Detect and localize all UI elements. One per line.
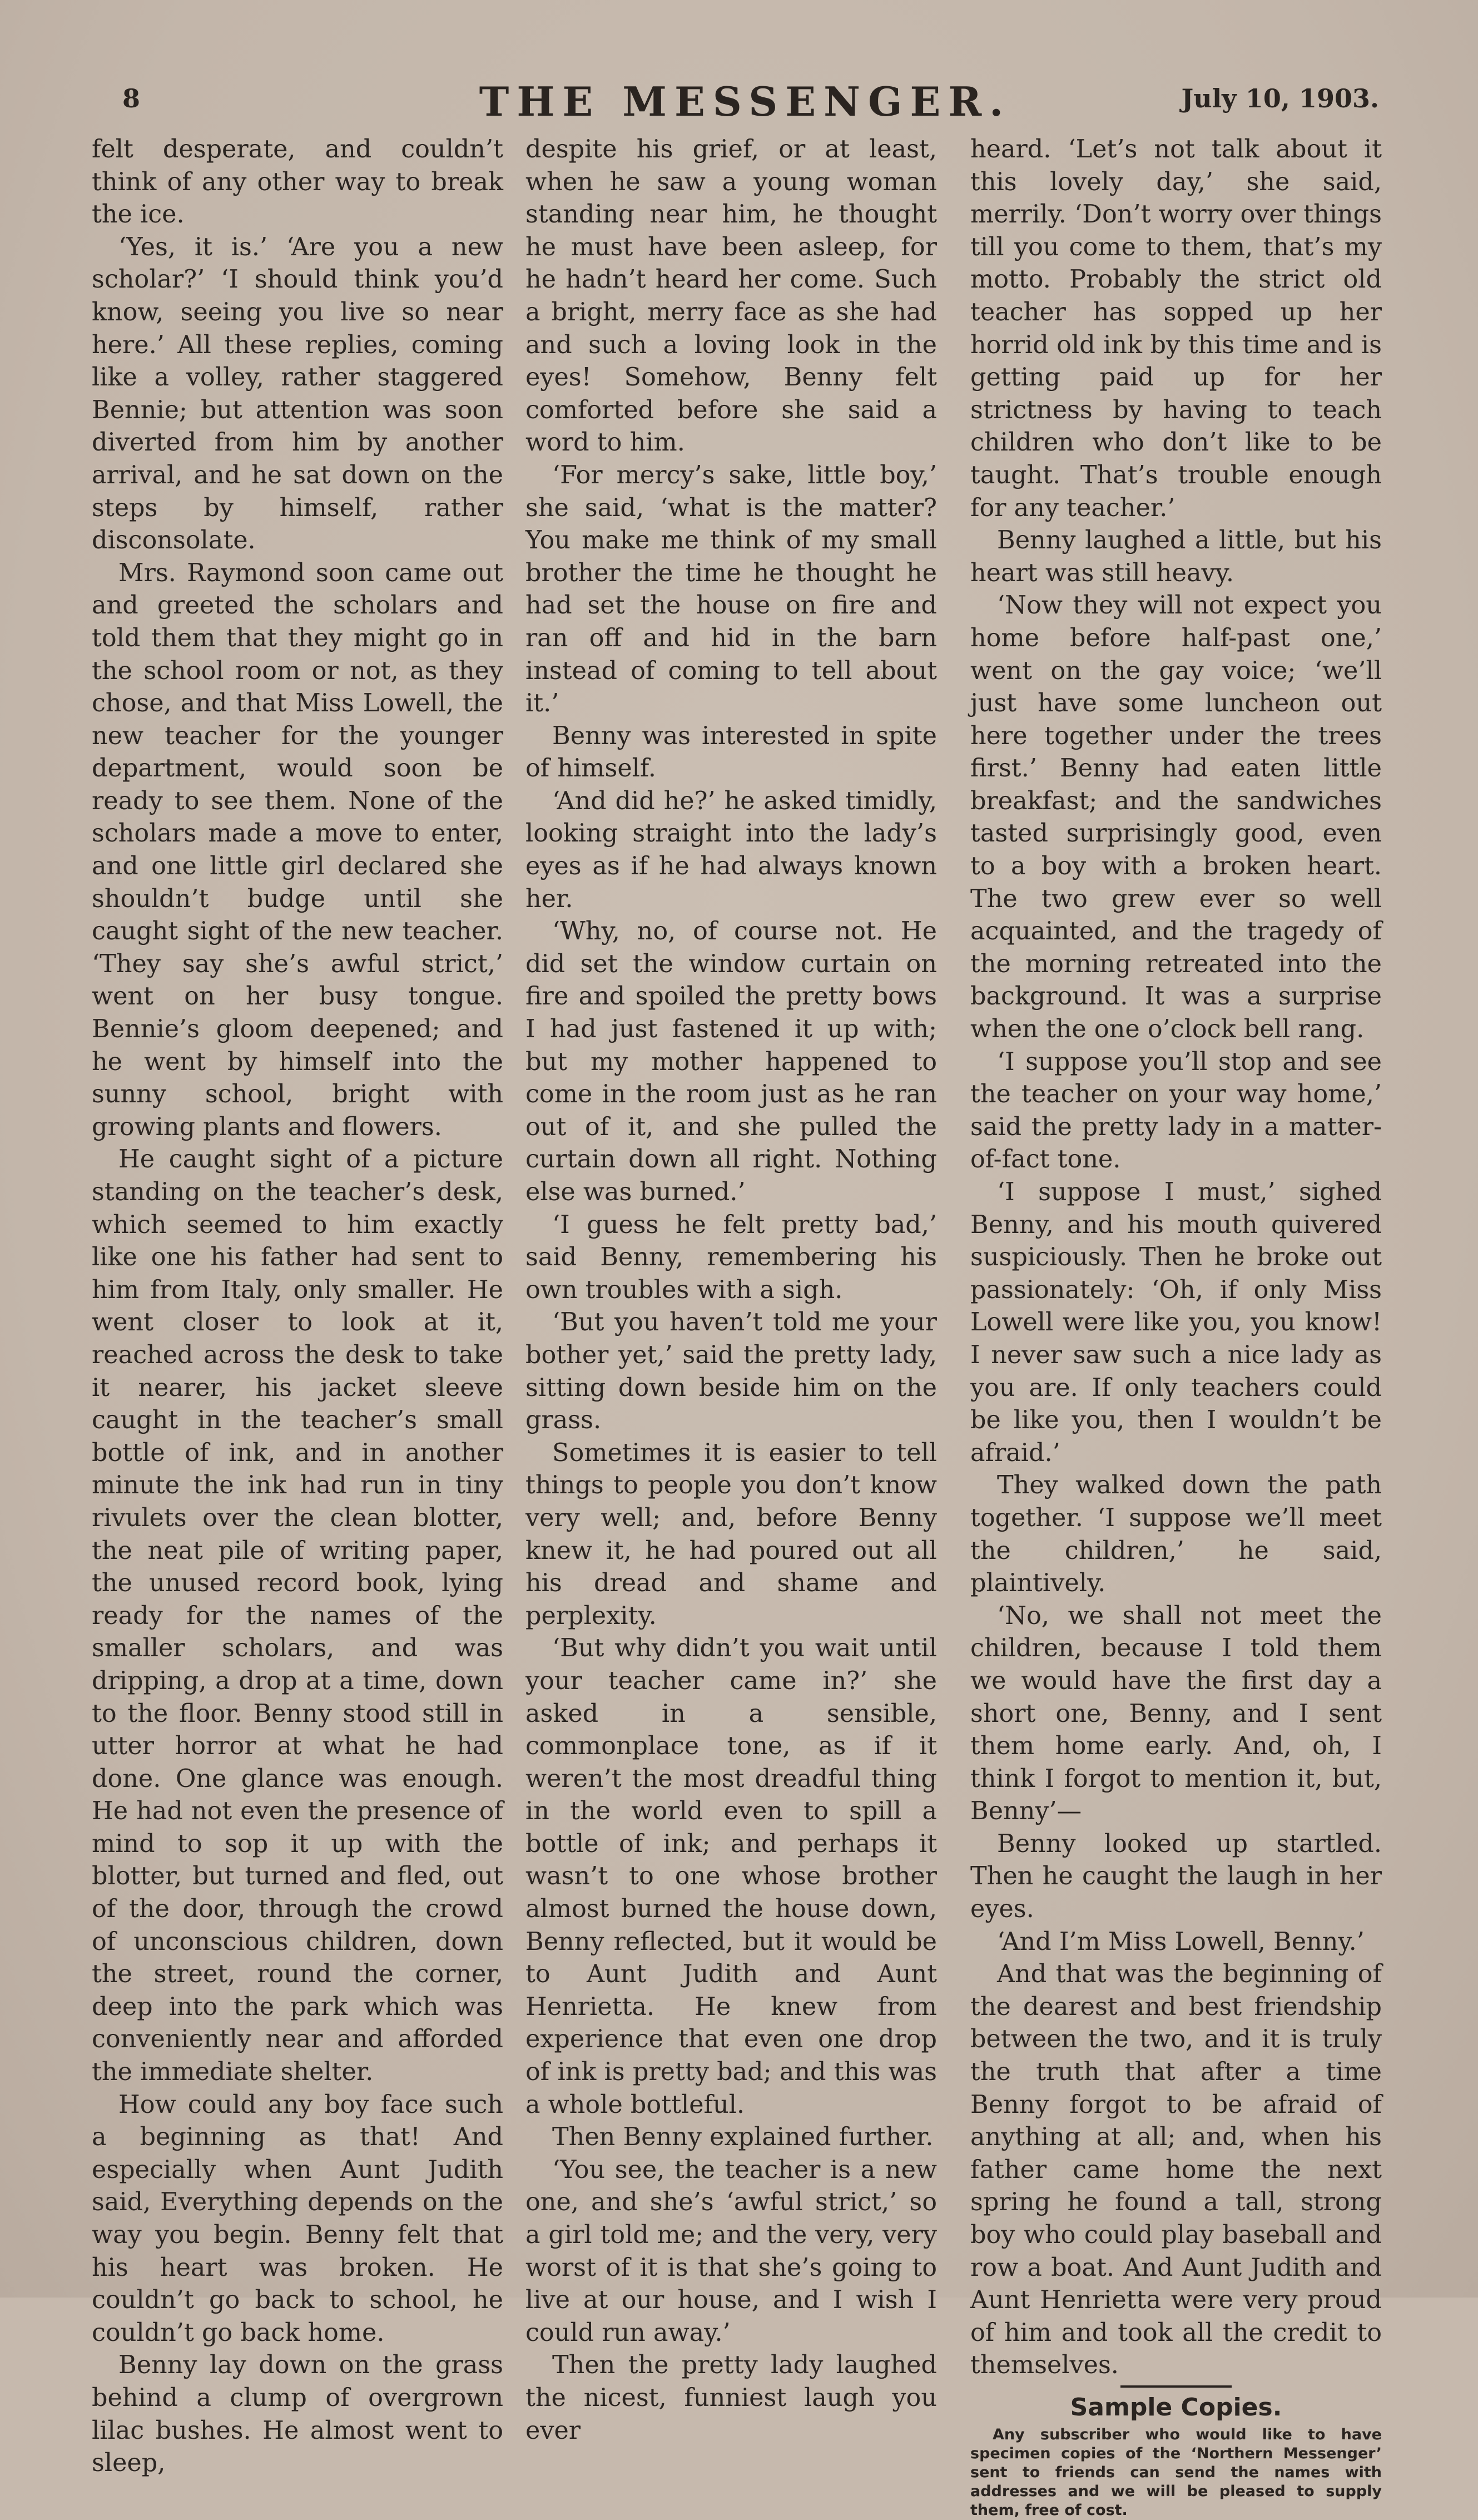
paragraph: ‘Now they will not expect you home before half-past one,’ went on the gay voice; ‘we’ll just have some luncheon out here together under the trees first.’ Benny had eaten little breakfast; and the sandwiches tasted surprisingly good, even to a boy with a broken heart. The two grew ever so well acquainted, and the tragedy of the morning retreated into the background. It was a surprise when the one o’clock bell rang.: [970, 591, 1382, 1044]
masthead-title: THE MESSENGER.: [479, 78, 1011, 125]
paragraph: Sometimes it is easier to tell things to people you don’t know very well; and, before Benny knew it, he had poured out all his dread and shame and perplexity.: [525, 1438, 937, 1630]
paragraph: ‘And I’m Miss Lowell, Benny.’: [997, 1927, 1365, 1956]
paragraph: ‘No, we shall not meet the children, because I told them we would have the first day a short one, Benny, and I sent them home early. And, oh, I think I forgot to mention it, but, Benny’—: [970, 1601, 1382, 1826]
paragraph: How could any boy face such a beginning as that! And especially when Aunt Judith said, Everything depends on the way you begin. Benny felt that his heart was broken. He couldn’t go back to school, he couldn’t go back home.: [92, 2090, 503, 2347]
paragraph: ‘You see, the teacher is a new one, and she’s ‘awful strict,’ so a girl told me; and the very, very worst of it is that she’s going to live at our house, and I wish I could run away.’: [525, 2155, 937, 2347]
paragraph: Then Benny explained further.: [552, 2123, 934, 2152]
paragraph: ‘I suppose you’ll stop and see the teacher on your way home,’ said the pretty lady in a matter-of-fact tone.: [970, 1047, 1382, 1174]
paragraph: Then the pretty lady laughed the nicest, funniest laugh you ever: [525, 2351, 937, 2445]
page-header: [111, 78, 1379, 128]
paragraph: Mrs. Raymond soon came out and greeted the scholars and told them that they might go in the school room or not, as they chose, and that Miss Lowell, the new teacher for the younger department, would soon be ready to see them. None of the scholars made a move to enter, and one little girl declared she shouldn’t budge until she caught sight of the new teacher. ‘They say she’s awful strict,’ went on her busy tongue. Bennie’s gloom deepened; and he went by himself into the sunny school, bright with growing plants and flowers.: [92, 558, 503, 1141]
paragraph: Benny was interested in spite of himself.: [525, 721, 937, 783]
paragraph: ‘For mercy’s sake, little boy,’ she said, ‘what is the matter? You make me think of my small brother the time he thought he had set the house on fire and ran off and hid in the barn instead of coming to tell about it.’: [525, 461, 937, 718]
paragraph: ‘I suppose I must,’ sighed Benny, and his mouth quivered suspiciously. Then he broke out passionately: ‘Oh, if only Miss Lowell were like you, you know! I never saw such a nice lady as you are. If only teachers could be like you, then I wouldn’t be afraid.’: [970, 1178, 1382, 1467]
paragraph: ‘Why, no, of course not. He did set the window curtain on fire and spoiled the pretty bows I had just fastened it up with; but my mother happened to come in the room just as he ran out of it, and she pulled the curtain down all right. Nothing else was burned.’: [525, 917, 937, 1206]
paragraph: ‘But you haven’t told me your bother yet,’ said the pretty lady, sitting down beside him on the grass.: [525, 1308, 937, 1435]
text-column-3: [970, 133, 1382, 2520]
paragraph: They walked down the path together. ‘I suppose we’ll meet the children,’ he said, plaintively.: [970, 1471, 1382, 1598]
notice-title: Sample Copies.: [1070, 2393, 1282, 2422]
paragraph: ‘And did he?’ he asked timidly, looking straight into the lady’s eyes as if he had always known her.: [525, 786, 937, 913]
text-column-1: [92, 133, 503, 2480]
paragraph: felt desperate, and couldn’t think of any other way to break the ice.: [92, 135, 503, 229]
paragraph: Benny looked up startled. Then he caught the laugh in her eyes.: [970, 1829, 1382, 1924]
paragraph: He caught sight of a picture standing on the teacher’s desk, which seemed to him exactly like one his father had sent to him from Italy, only smaller. He went closer to look at it, reached across the desk to take it nearer, his jacket sleeve caught in the teacher’s small bottle of ink, and in another minute the ink had run in tiny rivulets over the clean blotter, the neat pile of writing paper, the unused record book, lying ready for the names of the smaller scholars, and was dripping, a drop at a time, down to the floor. Benny stood still in utter horror at what he had done. One glance was enough. He had not even the presence of mind to sop it up with the blotter, but turned and fled, out of the door, through the crowd of unconscious children, down the street, round the corner, deep into the park which was conveniently near and afforded the immediate shelter.: [92, 1145, 503, 2087]
notice-divider: [1120, 2385, 1232, 2388]
paragraph: And that was the beginning of the dearest and best friendship between the two, and it is truly the truth that after a time Benny forgot to be afraid of anything at all; and, when his father came home the next spring he found a tall, strong boy who could play baseball and row a boat. And Aunt Judith and Aunt Henrietta were very proud of him and took all the credit to themselves.: [970, 1960, 1382, 2380]
notice-body: Any subscriber who would like to have specimen copies of the ‘Northern Messenger’ sent to friends can send the names with addresses and we will be pleased to supply them, free of cost.: [970, 2425, 1382, 2519]
paragraph: despite his grief, or at least, when he saw a young woman standing near him, he thought he must have been asleep, for he hadn’t heard her come. Such a bright, merry face as she had and such a loving look in the eyes! Somehow, Benny felt comforted before she said a word to him.: [525, 135, 937, 457]
page-number: 8: [122, 83, 141, 113]
paragraph: heard. ‘Let’s not talk about it this lovely day,’ she said, merrily. ‘Don’t worry over things till you come to them, that’s my motto. Probably the strict old teacher has sopped up her horrid old ink by this time and is getting paid up for her strictness by having to teach children who don’t like to be taught. That’s trouble enough for any teacher.’: [970, 135, 1382, 522]
issue-date: July 10, 1903.: [1181, 83, 1379, 113]
text-column-2: [525, 133, 937, 2447]
paragraph: ‘But why didn’t you wait until your teacher came in?’ she asked in a sensible, commonplace tone, as if it weren’t the most dreadful thing in the world even to spill a bottle of ink; and perhaps it wasn’t to one whose brother almost burned the house down, Benny reflected, but it would be to Aunt Judith and Aunt Henrietta. He knew from experience that even one drop of ink is pretty bad; and this was a whole bottleful.: [525, 1634, 937, 2119]
paragraph: Benny laughed a little, but his heart was still heavy.: [970, 526, 1382, 587]
paragraph: ‘I guess he felt pretty bad,’ said Benny, remembering his own troubles with a sigh.: [525, 1210, 937, 1304]
paragraph: ‘Yes, it is.’ ‘Are you a new scholar?’ ‘I should think you’d know, seeing you live so near here.’ All these replies, coming like a volley, rather staggered Bennie; but attention was soon diverted from him by another arrival, and he sat down on the steps by himself, rather disconsolate.: [92, 232, 503, 555]
paragraph: Benny lay down on the grass behind a clump of overgrown lilac bushes. He almost went to sleep,: [92, 2351, 503, 2478]
